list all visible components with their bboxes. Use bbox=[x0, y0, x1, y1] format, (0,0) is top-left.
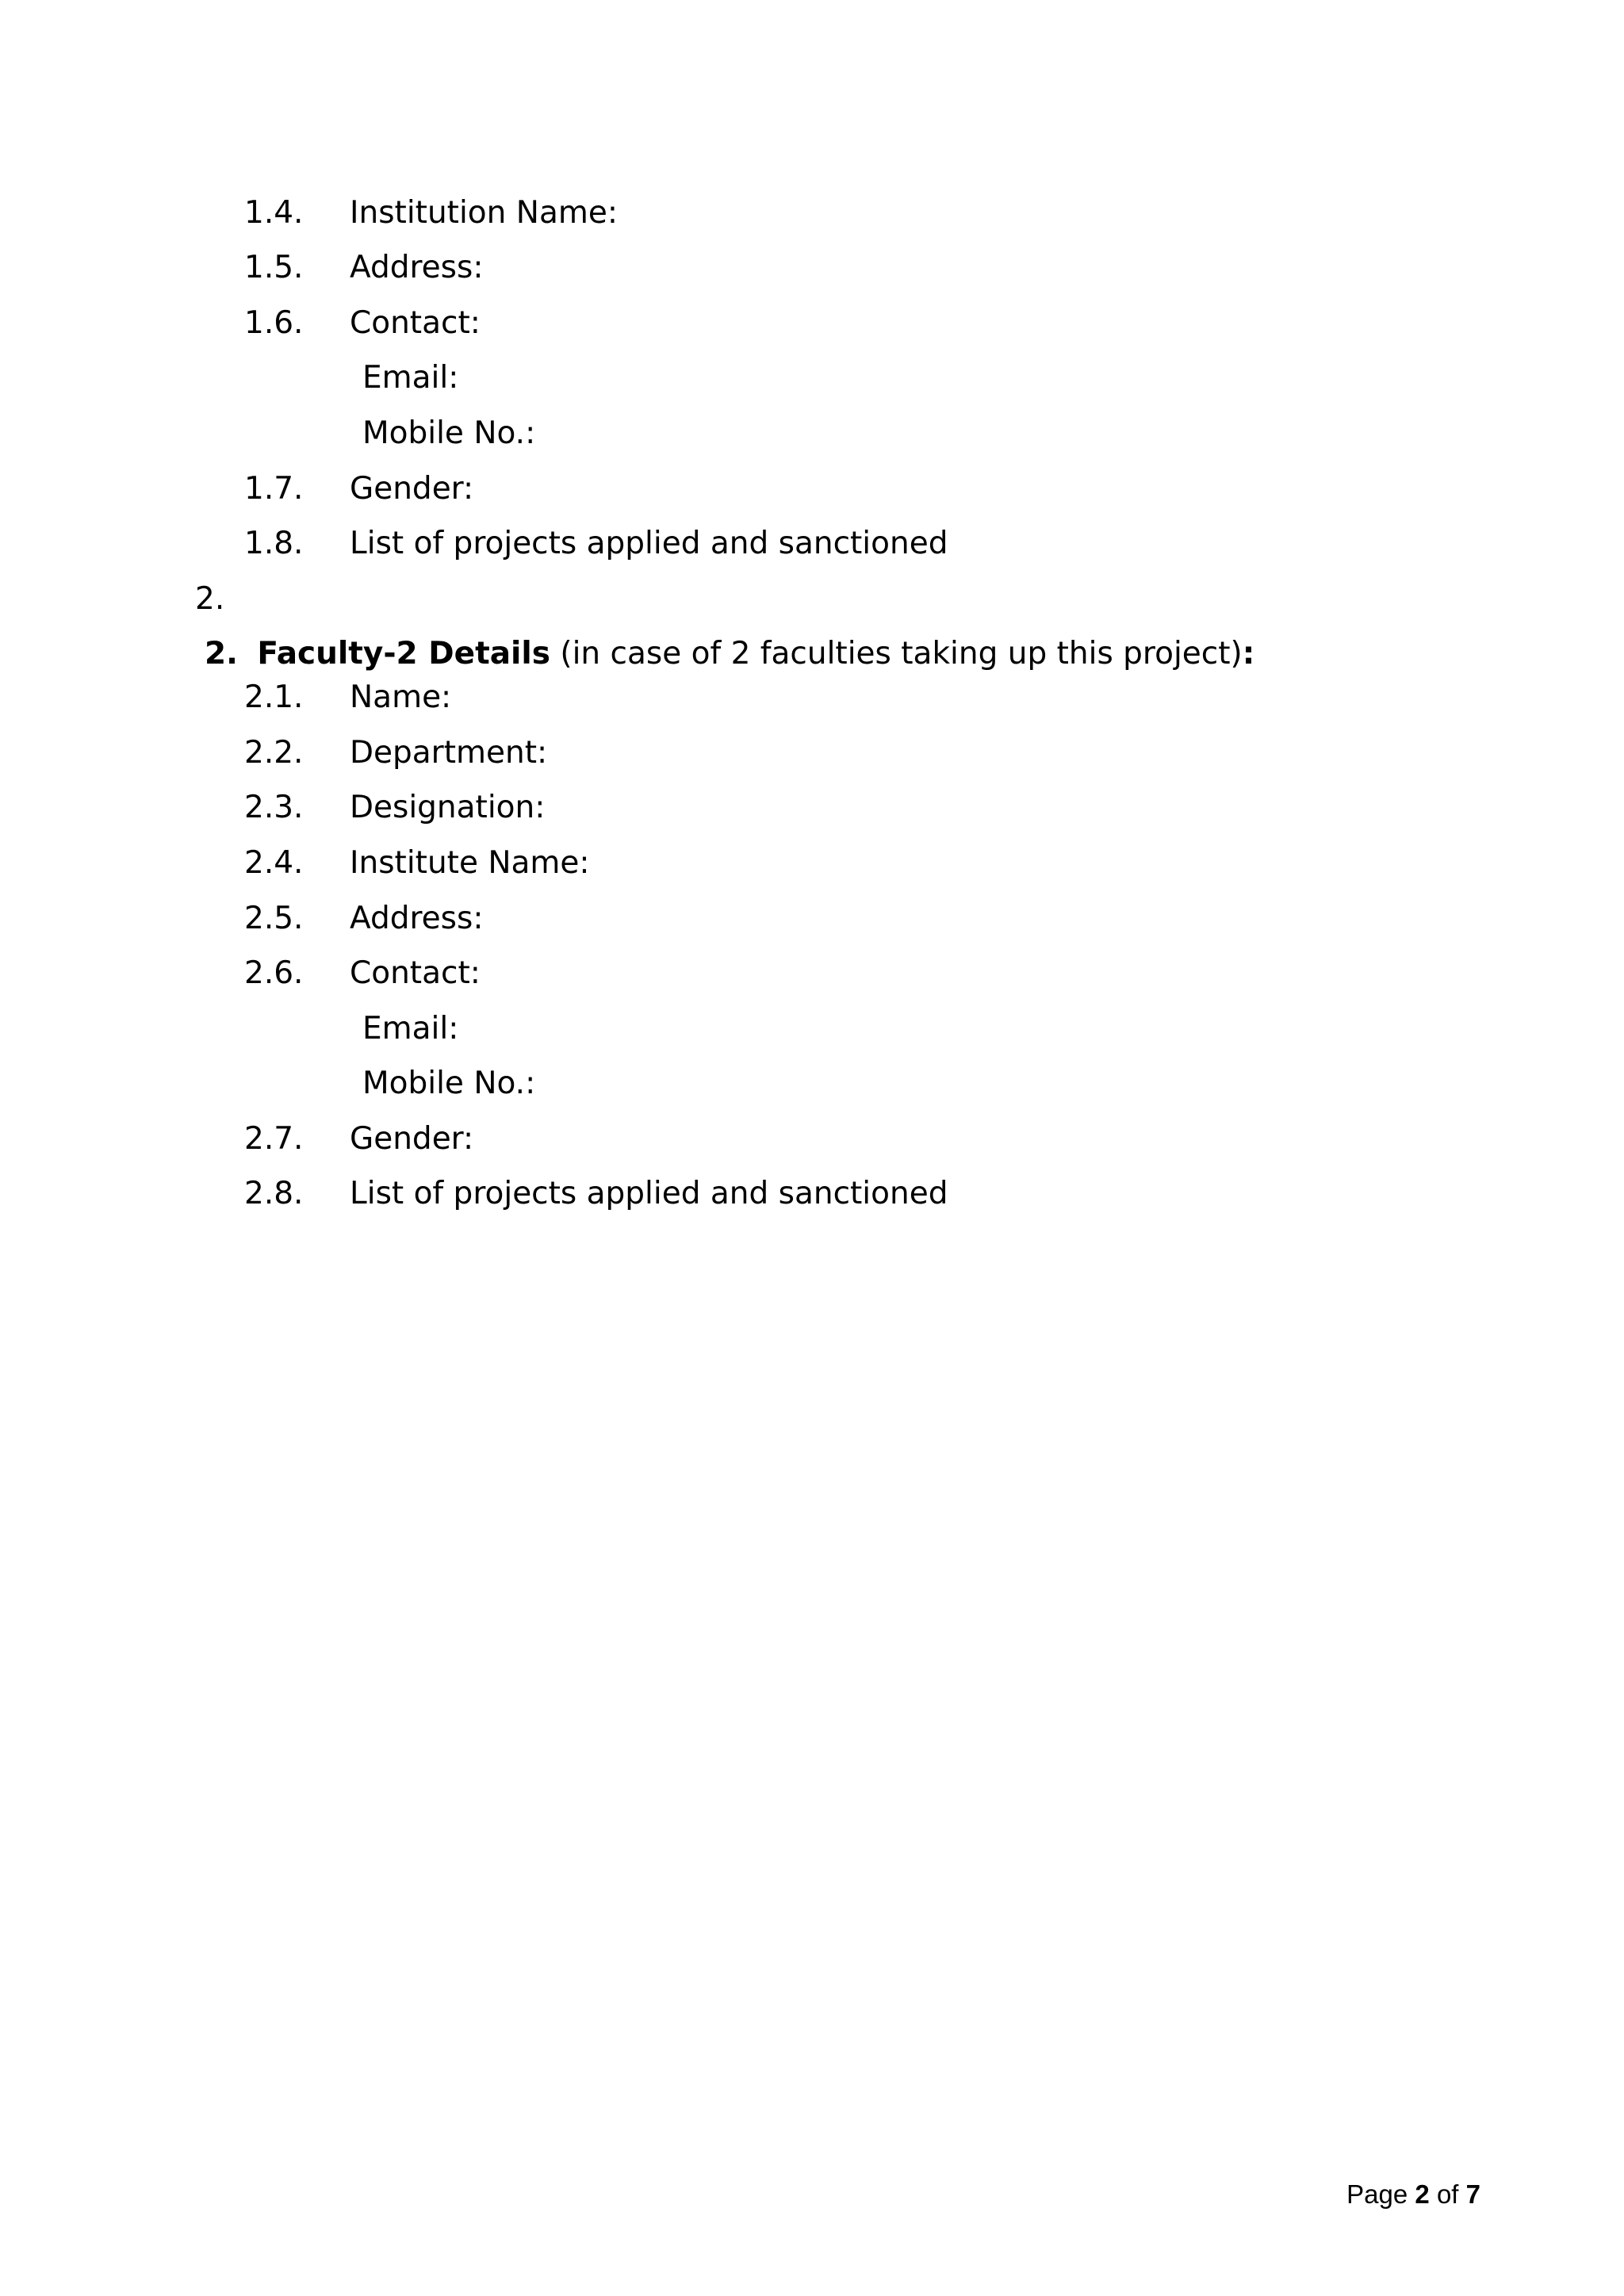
item-label: Institute Name: bbox=[350, 845, 590, 881]
item-number: 1.4. bbox=[244, 195, 304, 231]
mobile-label: Mobile No.: bbox=[362, 415, 536, 451]
mobile-label: Mobile No.: bbox=[362, 1066, 536, 1101]
item-number: 1.8. bbox=[244, 526, 304, 561]
email-label: Email: bbox=[362, 360, 459, 396]
footer-current-page: 2 bbox=[1415, 2179, 1430, 2209]
item-label: List of projects applied and sanctioned bbox=[350, 526, 948, 561]
item-number: 2.4. bbox=[244, 845, 304, 881]
item-label: Contact: bbox=[350, 955, 481, 991]
item-label: Address: bbox=[350, 901, 484, 936]
item-number: 2.3. bbox=[244, 790, 304, 825]
item-label: Designation: bbox=[350, 790, 546, 825]
page-number-footer bbox=[1346, 2179, 1480, 2210]
item-number: 2.8. bbox=[244, 1176, 304, 1211]
item-label: Gender: bbox=[350, 1121, 474, 1157]
item-label: List of projects applied and sanctioned bbox=[350, 1176, 948, 1211]
footer-prefix: Page bbox=[1346, 2179, 1415, 2209]
item-label: Address: bbox=[350, 250, 484, 285]
item-number: 2.6. bbox=[244, 955, 304, 991]
heading-title: Faculty-2 Details bbox=[257, 636, 550, 672]
heading-colon: : bbox=[1242, 636, 1255, 672]
item-number: 1.7. bbox=[244, 471, 304, 507]
item-label: Gender: bbox=[350, 471, 474, 507]
email-label: Email: bbox=[362, 1011, 459, 1047]
heading-note: (in case of 2 faculties taking up this project) bbox=[550, 636, 1243, 672]
empty-list-number: 2. bbox=[195, 581, 225, 617]
item-number: 2.7. bbox=[244, 1121, 304, 1157]
item-number: 2.1. bbox=[244, 679, 304, 715]
footer-middle: of bbox=[1429, 2179, 1466, 2209]
item-number: 2.5. bbox=[244, 901, 304, 936]
item-label: Institution Name: bbox=[350, 195, 618, 231]
item-label: Contact: bbox=[350, 305, 481, 341]
heading-number: 2. bbox=[205, 636, 238, 672]
item-number: 1.5. bbox=[244, 250, 304, 285]
item-label: Department: bbox=[350, 735, 548, 771]
item-label: Name: bbox=[350, 679, 452, 715]
item-number: 1.6. bbox=[244, 305, 304, 341]
footer-total-pages: 7 bbox=[1465, 2179, 1480, 2209]
item-number: 2.2. bbox=[244, 735, 304, 771]
